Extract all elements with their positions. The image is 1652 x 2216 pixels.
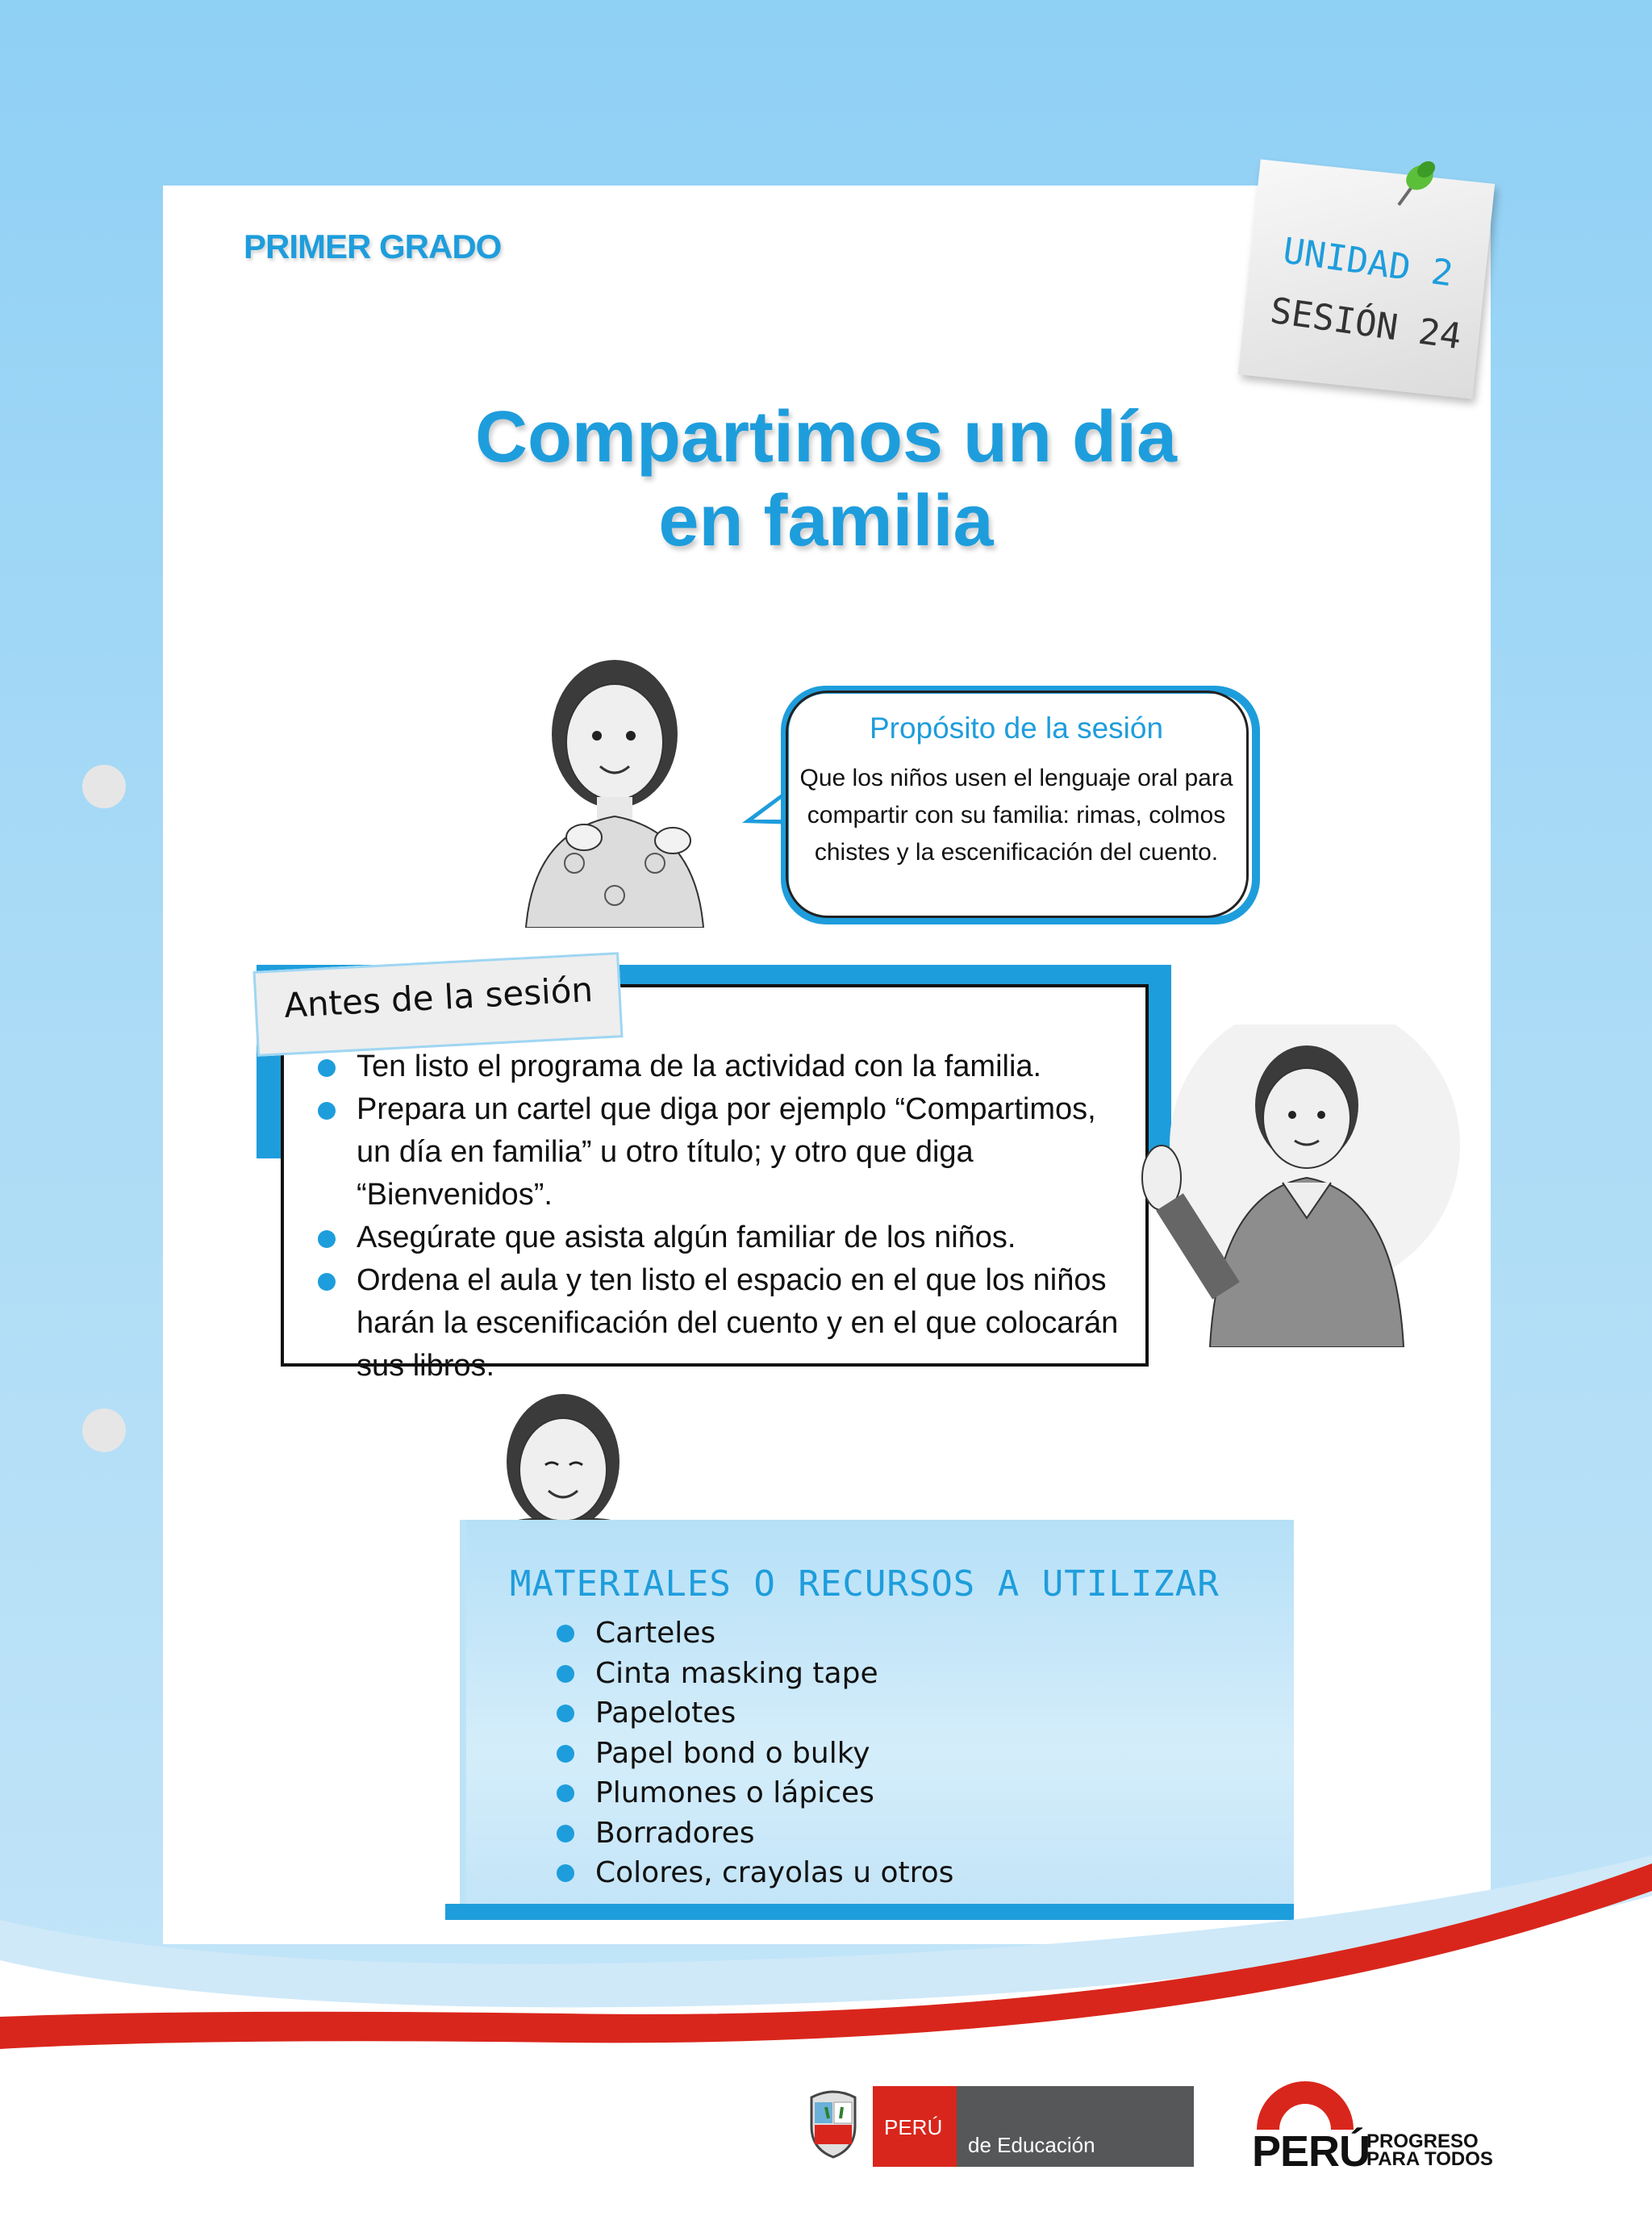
title-line-1: Compartimos un día: [474, 397, 1178, 478]
before-session-list: [318, 1045, 1124, 1388]
list-item: Papel bond o bulky: [557, 1734, 1121, 1774]
list-item: Asegúrate que asista algún familiar de los niños.: [318, 1217, 1124, 1259]
purpose-line: Que los niños usen el lenguaje oral para: [799, 765, 1233, 791]
list-item: Colores, crayolas u otros: [557, 1853, 1121, 1893]
bullet-icon: [557, 1705, 574, 1722]
bullet-icon: [318, 1230, 336, 1248]
girl-illustration: [494, 645, 736, 928]
purpose-heading: Propósito de la sesión: [869, 712, 1164, 745]
grade-label: PRIMER GRADO: [244, 227, 502, 265]
ministry-name: de Educación: [968, 2133, 1095, 2157]
bullet-icon: [557, 1625, 574, 1642]
list-item: Plumones o lápices: [557, 1773, 1121, 1813]
page-title: [244, 395, 1408, 563]
purpose-text: [781, 760, 1252, 871]
brand-slogan: [1366, 2130, 1493, 2170]
list-item: Carteles: [557, 1613, 1121, 1654]
peru-brand-arc-icon: [1252, 2072, 1358, 2130]
materials-list: [557, 1613, 1121, 1893]
purpose-line: compartir con su familia: rimas, colmos: [807, 802, 1226, 828]
bullet-icon: [557, 1784, 574, 1802]
list-item: Prepara un cartel que diga por ejemplo “Compartimos, un día en familia” u otro título; y otro que diga “Bienvenidos”.: [318, 1088, 1124, 1217]
list-item: Ten listo el programa de la actividad con la familia.: [318, 1045, 1124, 1088]
brand-peru: PERÚ: [1252, 2127, 1370, 2176]
list-item: Papelotes: [557, 1693, 1121, 1734]
list-item: Cinta masking tape: [557, 1654, 1121, 1694]
materials-heading: MATERIALES O RECURSOS A UTILIZAR: [510, 1563, 1220, 1605]
binder-hole: [82, 1408, 126, 1452]
bullet-icon: [557, 1745, 574, 1763]
boy-illustration: [1137, 1025, 1476, 1347]
brand-slogan-line: PARA TODOS: [1366, 2148, 1493, 2170]
purpose-line: chistes y la escenificación del cuento.: [814, 839, 1219, 866]
list-item: Borradores: [557, 1813, 1121, 1854]
bullet-icon: [557, 1665, 574, 1683]
pushpin-icon: [1384, 155, 1441, 219]
session-label: SESIÓN 24: [1267, 290, 1464, 358]
binder-hole: [82, 765, 126, 808]
before-session-heading: Antes de la sesión: [282, 970, 594, 1025]
coat-of-arms-icon: [803, 2086, 863, 2159]
title-line-2: en familia: [658, 481, 994, 561]
bullet-icon: [318, 1273, 336, 1291]
bullet-icon: [318, 1059, 336, 1077]
ministry-country: PERÚ: [884, 2115, 943, 2139]
bullet-icon: [557, 1825, 574, 1842]
brand-slogan-line: PROGRESO: [1366, 2130, 1479, 2152]
list-item: Ordena el aula y ten listo el espacio en el que los niños harán la escenificación del cuento y en el que colocarán sus libros.: [318, 1259, 1124, 1388]
bullet-icon: [318, 1102, 336, 1120]
unit-label: UNIDAD 2: [1280, 230, 1456, 295]
